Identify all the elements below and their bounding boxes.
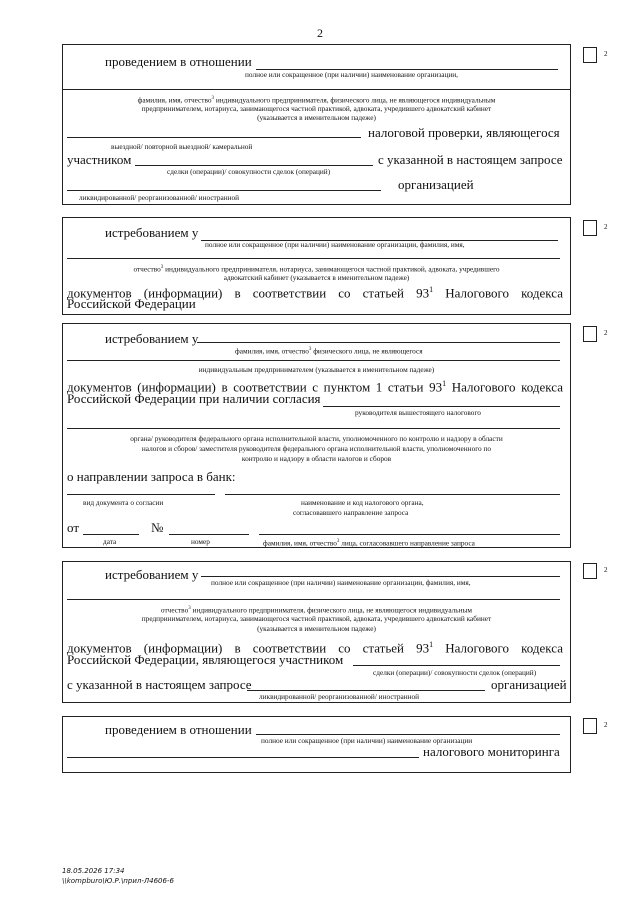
body-text: организацией	[398, 177, 474, 192]
footnote-mark: 2	[604, 566, 608, 574]
section-lead: проведением в отношении	[105, 722, 252, 737]
organization-name-field[interactable]	[201, 576, 560, 577]
field-hint: налогов и сборов/ заместителя руководителя федерального органа исполнительной власти, уполномоченного по	[141, 444, 492, 453]
field-hint: выездной/ повторной выездной/ камеральной	[111, 142, 253, 151]
field-hint: руководителя вышестоящего налогового	[355, 408, 481, 417]
footnote-mark: 2	[604, 329, 608, 337]
section-checkbox[interactable]	[583, 220, 597, 236]
field-hint: фамилия, имя, отчество$^3$ физического лица, не являющегося	[235, 346, 423, 356]
section-tax-audit	[62, 44, 571, 205]
section-checkbox[interactable]	[583, 326, 597, 342]
field-hint: контролю и надзору в области налогов и сборов	[241, 454, 392, 463]
body-text: документов (информации) в соответствии со статьей $93^1$ Налогового кодекса	[67, 640, 563, 656]
section-lead: истребованием у	[105, 567, 199, 582]
field-hint: отчество$^3$ индивидуального предпринимателя, физического лица, не являющегося индивидуальным	[160, 605, 473, 615]
number-field[interactable]	[169, 534, 249, 535]
field-hint: полное или сокращенное (при наличии) наименование организации	[261, 736, 473, 745]
field-hint: полное или сокращенное (при наличии) наименование организации, фамилия, имя,	[205, 240, 465, 249]
person-name-field[interactable]	[67, 599, 560, 600]
body-text: с указанной в настоящем запросе	[67, 677, 252, 692]
field-hint: предпринимателем, нотариуса, занимающегося частной практикой, адвоката, учредившего адвокатский кабинет	[141, 614, 492, 623]
body-text: организацией	[491, 677, 567, 692]
body-text: участником	[67, 152, 132, 167]
section-checkbox[interactable]	[583, 563, 597, 579]
organization-name-field-continued[interactable]	[67, 757, 419, 758]
file-path: \\kompburo\Ю.Р.\прил-Л4606-6	[62, 877, 174, 885]
body-text: налогового мониторинга	[423, 744, 560, 759]
footnote-mark: 2	[604, 721, 608, 729]
field-hint: фамилия, имя, отчество$^3$ лица, согласовавшего направление запроса	[263, 538, 475, 548]
field-hint: полное или сокращенное (при наличии) наименование организации, фамилия, имя,	[211, 578, 471, 587]
body-text: о направлении запроса в банк:	[67, 469, 236, 484]
field-hint: вид документа о согласии	[83, 498, 164, 507]
page-number: 2	[317, 26, 323, 40]
consent-document-type-field[interactable]	[67, 494, 215, 495]
section-participant-request	[62, 561, 571, 703]
tax-authority-field[interactable]	[225, 494, 560, 495]
field-hint: согласовавшего направление запроса	[293, 508, 409, 517]
field-hint: ликвидированной/ реорганизованной/ иностранной	[79, 193, 240, 202]
section-lead: истребованием у	[105, 225, 199, 240]
body-text: №	[151, 520, 164, 535]
body-text: документов (информации) в соответствии со статьей $93^1$ Налогового кодекса	[67, 285, 563, 301]
body-text: налоговой проверки, являющегося	[368, 125, 560, 140]
field-hint: (указывается в именительном падеже)	[257, 624, 376, 633]
print-footer	[62, 866, 174, 886]
field-hint: органа/ руководителя федерального органа исполнительной власти, уполномоченного по контролю и надзору в области	[130, 434, 503, 443]
transaction-type-field[interactable]	[135, 165, 373, 166]
field-hint: предпринимателем, нотариуса, занимающегося частной практикой, адвоката, учредившего адвокатский кабинет	[141, 104, 492, 113]
field-hint: (указывается в именительном падеже)	[257, 113, 376, 122]
footnote-mark: 2	[604, 223, 608, 231]
field-hint: полное или сокращенное (при наличии) наименование организации,	[245, 70, 458, 79]
organization-type-field[interactable]	[247, 690, 485, 691]
approver-name-field[interactable]	[259, 534, 560, 535]
body-text: Российской Федерации	[67, 296, 196, 311]
section-tax-monitoring	[62, 716, 571, 773]
audit-type-field[interactable]	[67, 137, 361, 138]
field-hint: индивидуальным предпринимателем (указывается в именительном падеже)	[198, 365, 435, 374]
field-hint: фамилия, имя, отчество$^3$ индивидуального предпринимателя, физического лица, не являющегося индивидуальным	[137, 95, 496, 105]
field-hint: номер	[191, 537, 210, 546]
body-text: Российской Федерации при наличии согласия	[67, 391, 321, 406]
organization-name-field[interactable]	[256, 734, 560, 735]
body-text: от	[67, 520, 80, 535]
section-checkbox[interactable]	[583, 718, 597, 734]
date-field[interactable]	[83, 534, 139, 535]
body-text: Российской Федерации, являющегося участником	[67, 652, 344, 667]
field-hint: ликвидированной/ реорганизованной/ иностранной	[259, 692, 420, 701]
person-name-field[interactable]	[67, 258, 560, 259]
field-hint: отчество$^3$ индивидуального предпринимателя, нотариуса, занимающегося частной практикой, адвоката, учредившего	[133, 264, 500, 274]
section-bank-request	[62, 323, 571, 548]
section-lead: истребованием у	[105, 331, 199, 346]
field-hint: наименование и код налогового органа,	[301, 498, 424, 507]
section-checkbox[interactable]	[583, 47, 597, 63]
field-hint: сделки (операции)/ совокупности сделок (операций)	[167, 167, 331, 176]
field-hint: дата	[103, 537, 117, 546]
footnote-mark: 2	[604, 50, 608, 58]
body-text: документов (информации) в соответствии с пунктом 1 статьи $93^1$ Налогового кодекса	[67, 379, 563, 395]
field-hint: сделки (операции)/ совокупности сделок (операций)	[373, 668, 537, 677]
print-timestamp: 18.05.2026 17:34	[62, 867, 125, 875]
organization-type-field[interactable]	[67, 190, 381, 191]
section-lead: проведением в отношении	[105, 54, 252, 69]
section-document-request	[62, 217, 571, 315]
person-name-field[interactable]	[197, 342, 560, 343]
person-name-field[interactable]	[63, 89, 570, 90]
consent-authority-field-continued[interactable]	[67, 428, 560, 429]
field-hint: адвокатский кабинет (указывается в именительном падеже)	[223, 273, 410, 282]
body-text: с указанной в настоящем запросе	[378, 152, 563, 167]
transaction-type-field[interactable]	[353, 665, 560, 666]
consent-authority-field[interactable]	[323, 406, 560, 407]
person-name-field-continued[interactable]	[67, 360, 560, 361]
